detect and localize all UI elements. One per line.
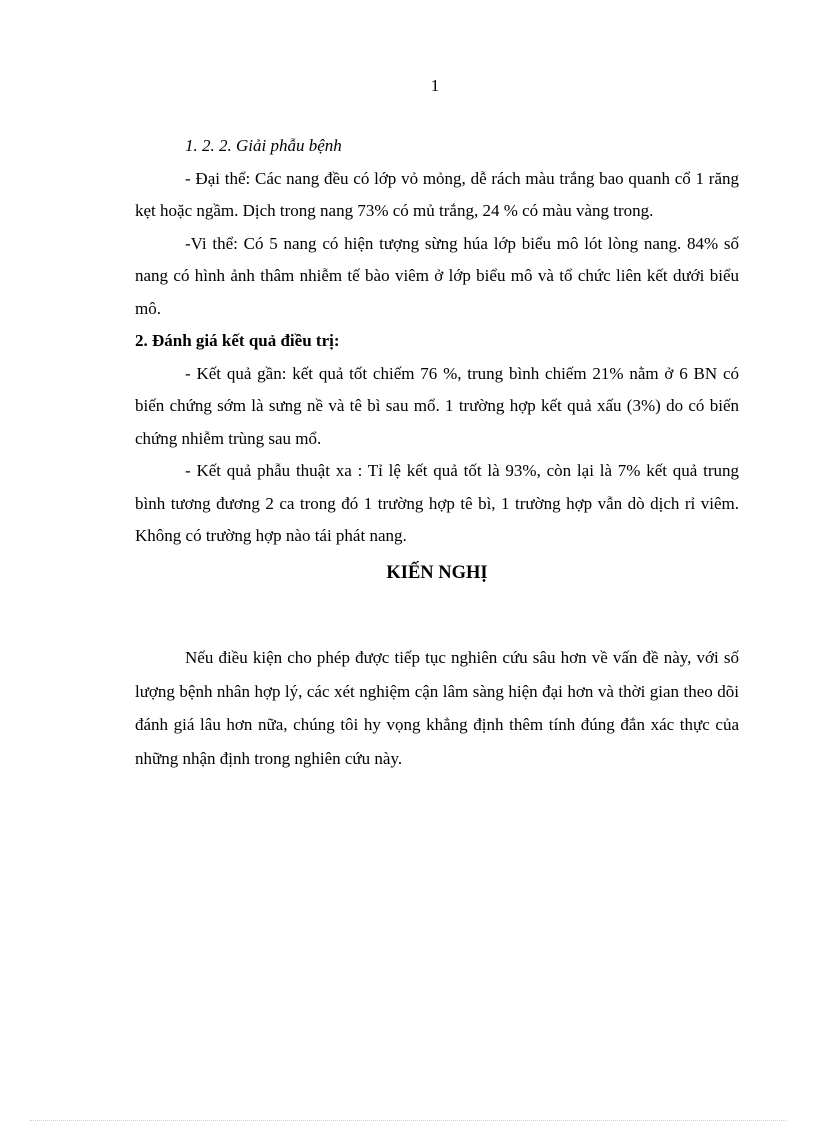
microscopic-paragraph: -Vi thể: Có 5 nang có hiện tượng sừng húa lớp biểu mô lót lòng nang. 84% số nang có hình ảnh thâm nhiễm tế bào viêm ở lớp biểu mô và tổ chức liên kết dưới biểu mô. [135,233,739,318]
recommendation-paragraph: Nếu điều kiện cho phép được tiếp tục nghiên cứu sâu hơn về vấn đề này, với số lượng bệnh nhân hợp lý, các xét nghiệm cận lâm sàng hiện đại hơn và thời gian theo dõi đánh giá lâu hơn nữa, chúng tôi hy vọng khẳng định thêm tính đúng đắn xác thực của những nhận định trong nghiên cứu này. [135,648,739,768]
short-term-results-paragraph: - Kết quả gần: kết quả tốt chiếm 76 %, trung bình chiếm 21% nằm ở 6 BN có biến chứng sớm là sưng nề và tê bì sau mổ. 1 trường hợp kết quả xấu (3%) do có biến chứng nhiễm trùng sau mổ. [135,363,739,448]
recommendation-heading: KIẾN NGHỊ [386,562,488,583]
page-bottom-divider [30,1120,786,1121]
page-number: 1 [430,76,440,95]
document-body [135,130,739,775]
long-term-results-paragraph: - Kết quả phẫu thuật xa : Tỉ lệ kết quả tốt là 93%, còn lại là 7% kết quả trung bình tương đương 2 ca trong đó 1 trường hợp tê bì, 1 trường hợp vẫn dò dịch rỉ viêm. Không có trường hợp nào tái phát nang. [135,461,739,545]
macroscopic-paragraph: - Đại thể: Các nang đều có lớp vỏ mỏng, dễ rách màu trắng bao quanh cổ 1 răng kẹt hoặc ngầm. Dịch trong nang 73% có mủ trắng, 24 % có màu vàng trong. [135,168,739,220]
treatment-results-heading: 2. Đánh giá kết quả điều trị: [135,331,340,350]
pathology-heading: 1. 2. 2. Giải phẫu bệnh [185,136,342,155]
spacer [135,589,739,641]
